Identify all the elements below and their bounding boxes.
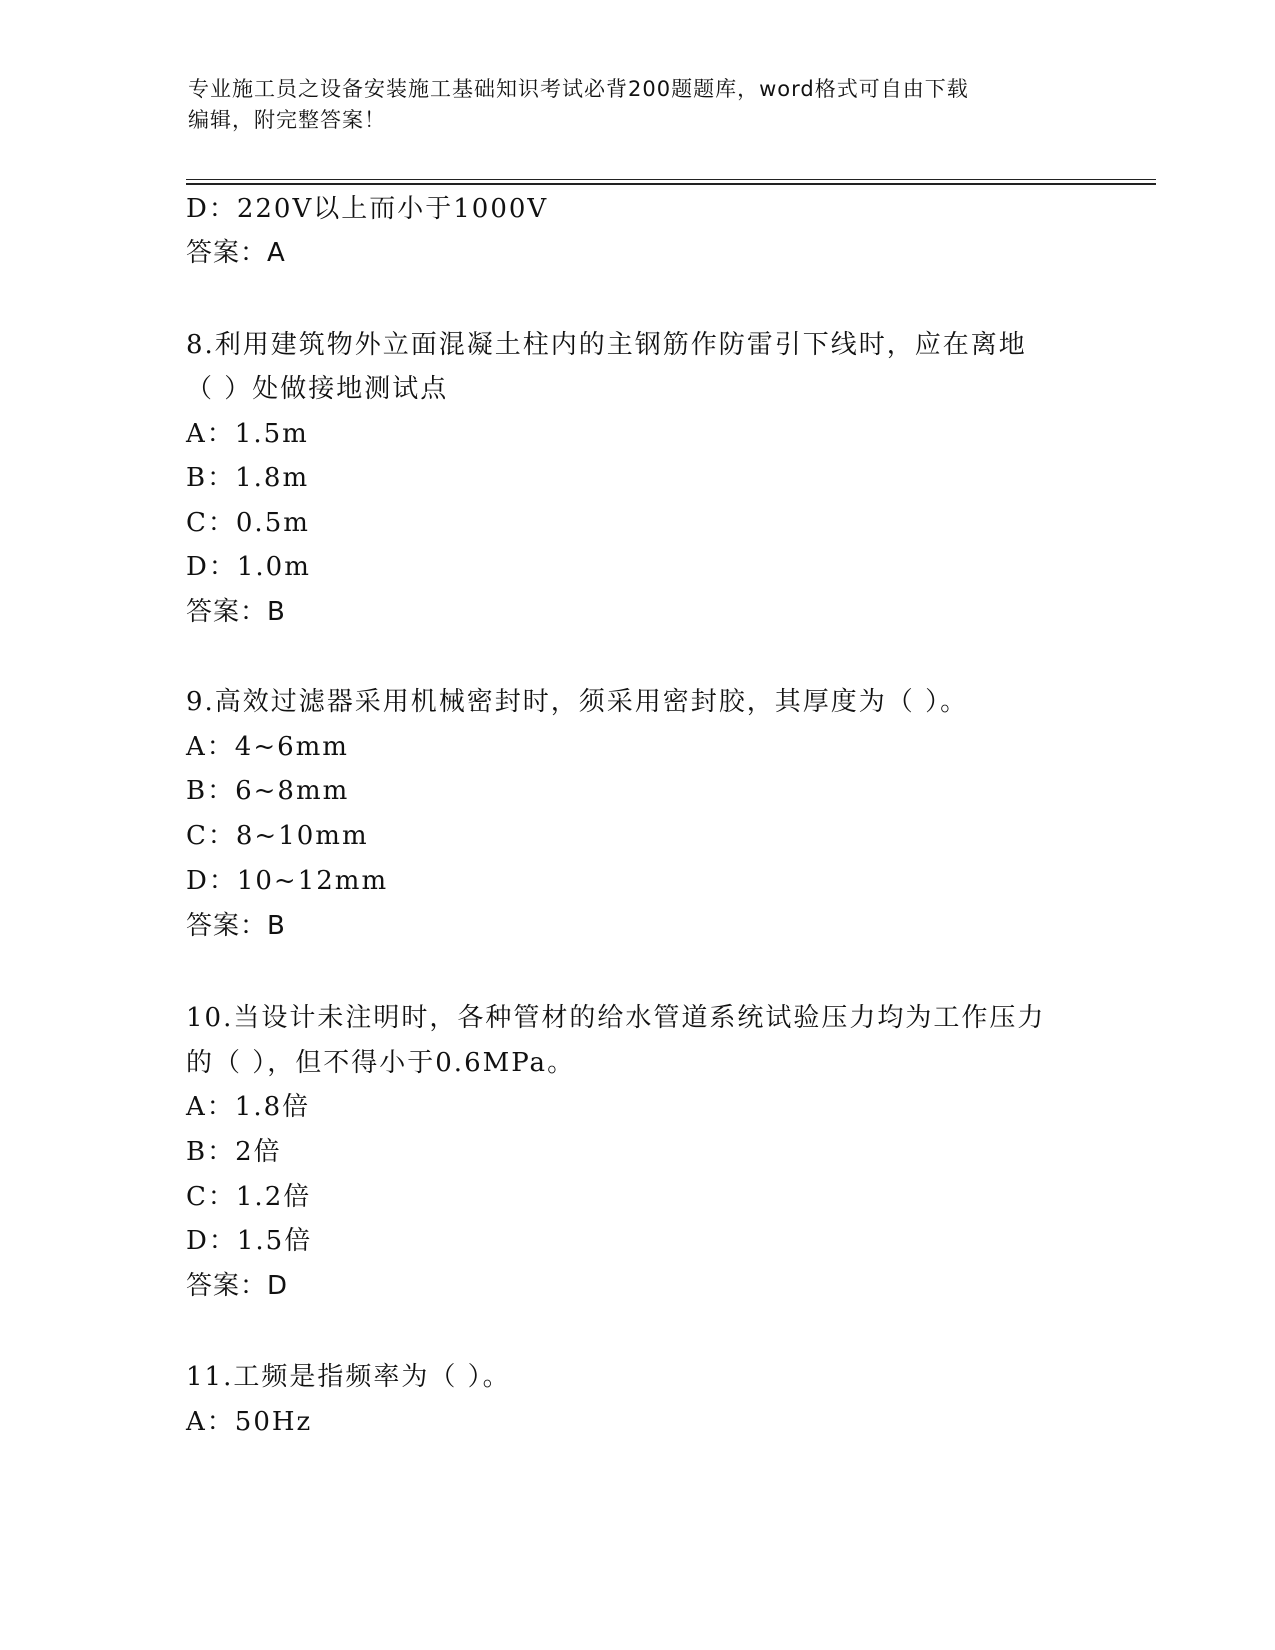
question-10-option-c: C：1.2倍: [186, 1182, 312, 1212]
question-9-stem-line-1: 9.高效过滤器采用机械密封时，须采用密封胶，其厚度为（ ）。: [186, 687, 969, 717]
question-9-option-c: C：8~10mm: [186, 821, 369, 851]
question-8-option-a: A：1.5m: [186, 419, 309, 449]
question-8-option-d: D：1.0m: [186, 552, 311, 582]
question-10-answer: 答案：D: [186, 1271, 289, 1301]
question-8-option-b: B：1.8m: [186, 463, 310, 493]
header-title-line-1: 专业施工员之设备安装施工基础知识考试必背200题题库，word格式可自由下载: [188, 77, 969, 101]
header-title-line-2: 编辑，附完整答案！: [188, 108, 386, 132]
question-8-stem-line-1: 8.利用建筑物外立面混凝土柱内的主钢筋作防雷引下线时，应在离地: [186, 330, 1027, 360]
question-10-stem-line-1: 10.当设计未注明时，各种管材的给水管道系统试验压力均为工作压力: [186, 1003, 1046, 1033]
question-9-answer: 答案：B: [186, 911, 286, 941]
question-10-option-b: B：2倍: [186, 1137, 282, 1167]
question-10-option-a: A：1.8倍: [186, 1092, 311, 1122]
header-divider-thin: [186, 179, 1156, 180]
question-9-option-a: A：4~6mm: [186, 732, 349, 762]
prev-option-d: D：220V以上而小于1000V: [186, 194, 549, 224]
question-8-answer: 答案：B: [186, 597, 286, 627]
question-8-option-c: C：0.5m: [186, 508, 310, 538]
question-10-stem-line-2: 的（ ），但不得小于0.6MPa。: [186, 1048, 576, 1078]
question-11-option-a: A：50Hz: [186, 1407, 313, 1437]
question-10-option-d: D：1.5倍: [186, 1226, 313, 1256]
header-divider-thick: [186, 183, 1156, 185]
document-header: [188, 74, 1088, 136]
question-9-option-d: D：10~12mm: [186, 866, 389, 896]
question-11-stem-line-1: 11.工频是指频率为（ ）。: [186, 1362, 511, 1392]
prev-answer: 答案：A: [186, 238, 286, 268]
question-9-option-b: B：6~8mm: [186, 776, 350, 806]
question-8-stem-line-2: （ ）处做接地测试点: [186, 374, 449, 404]
